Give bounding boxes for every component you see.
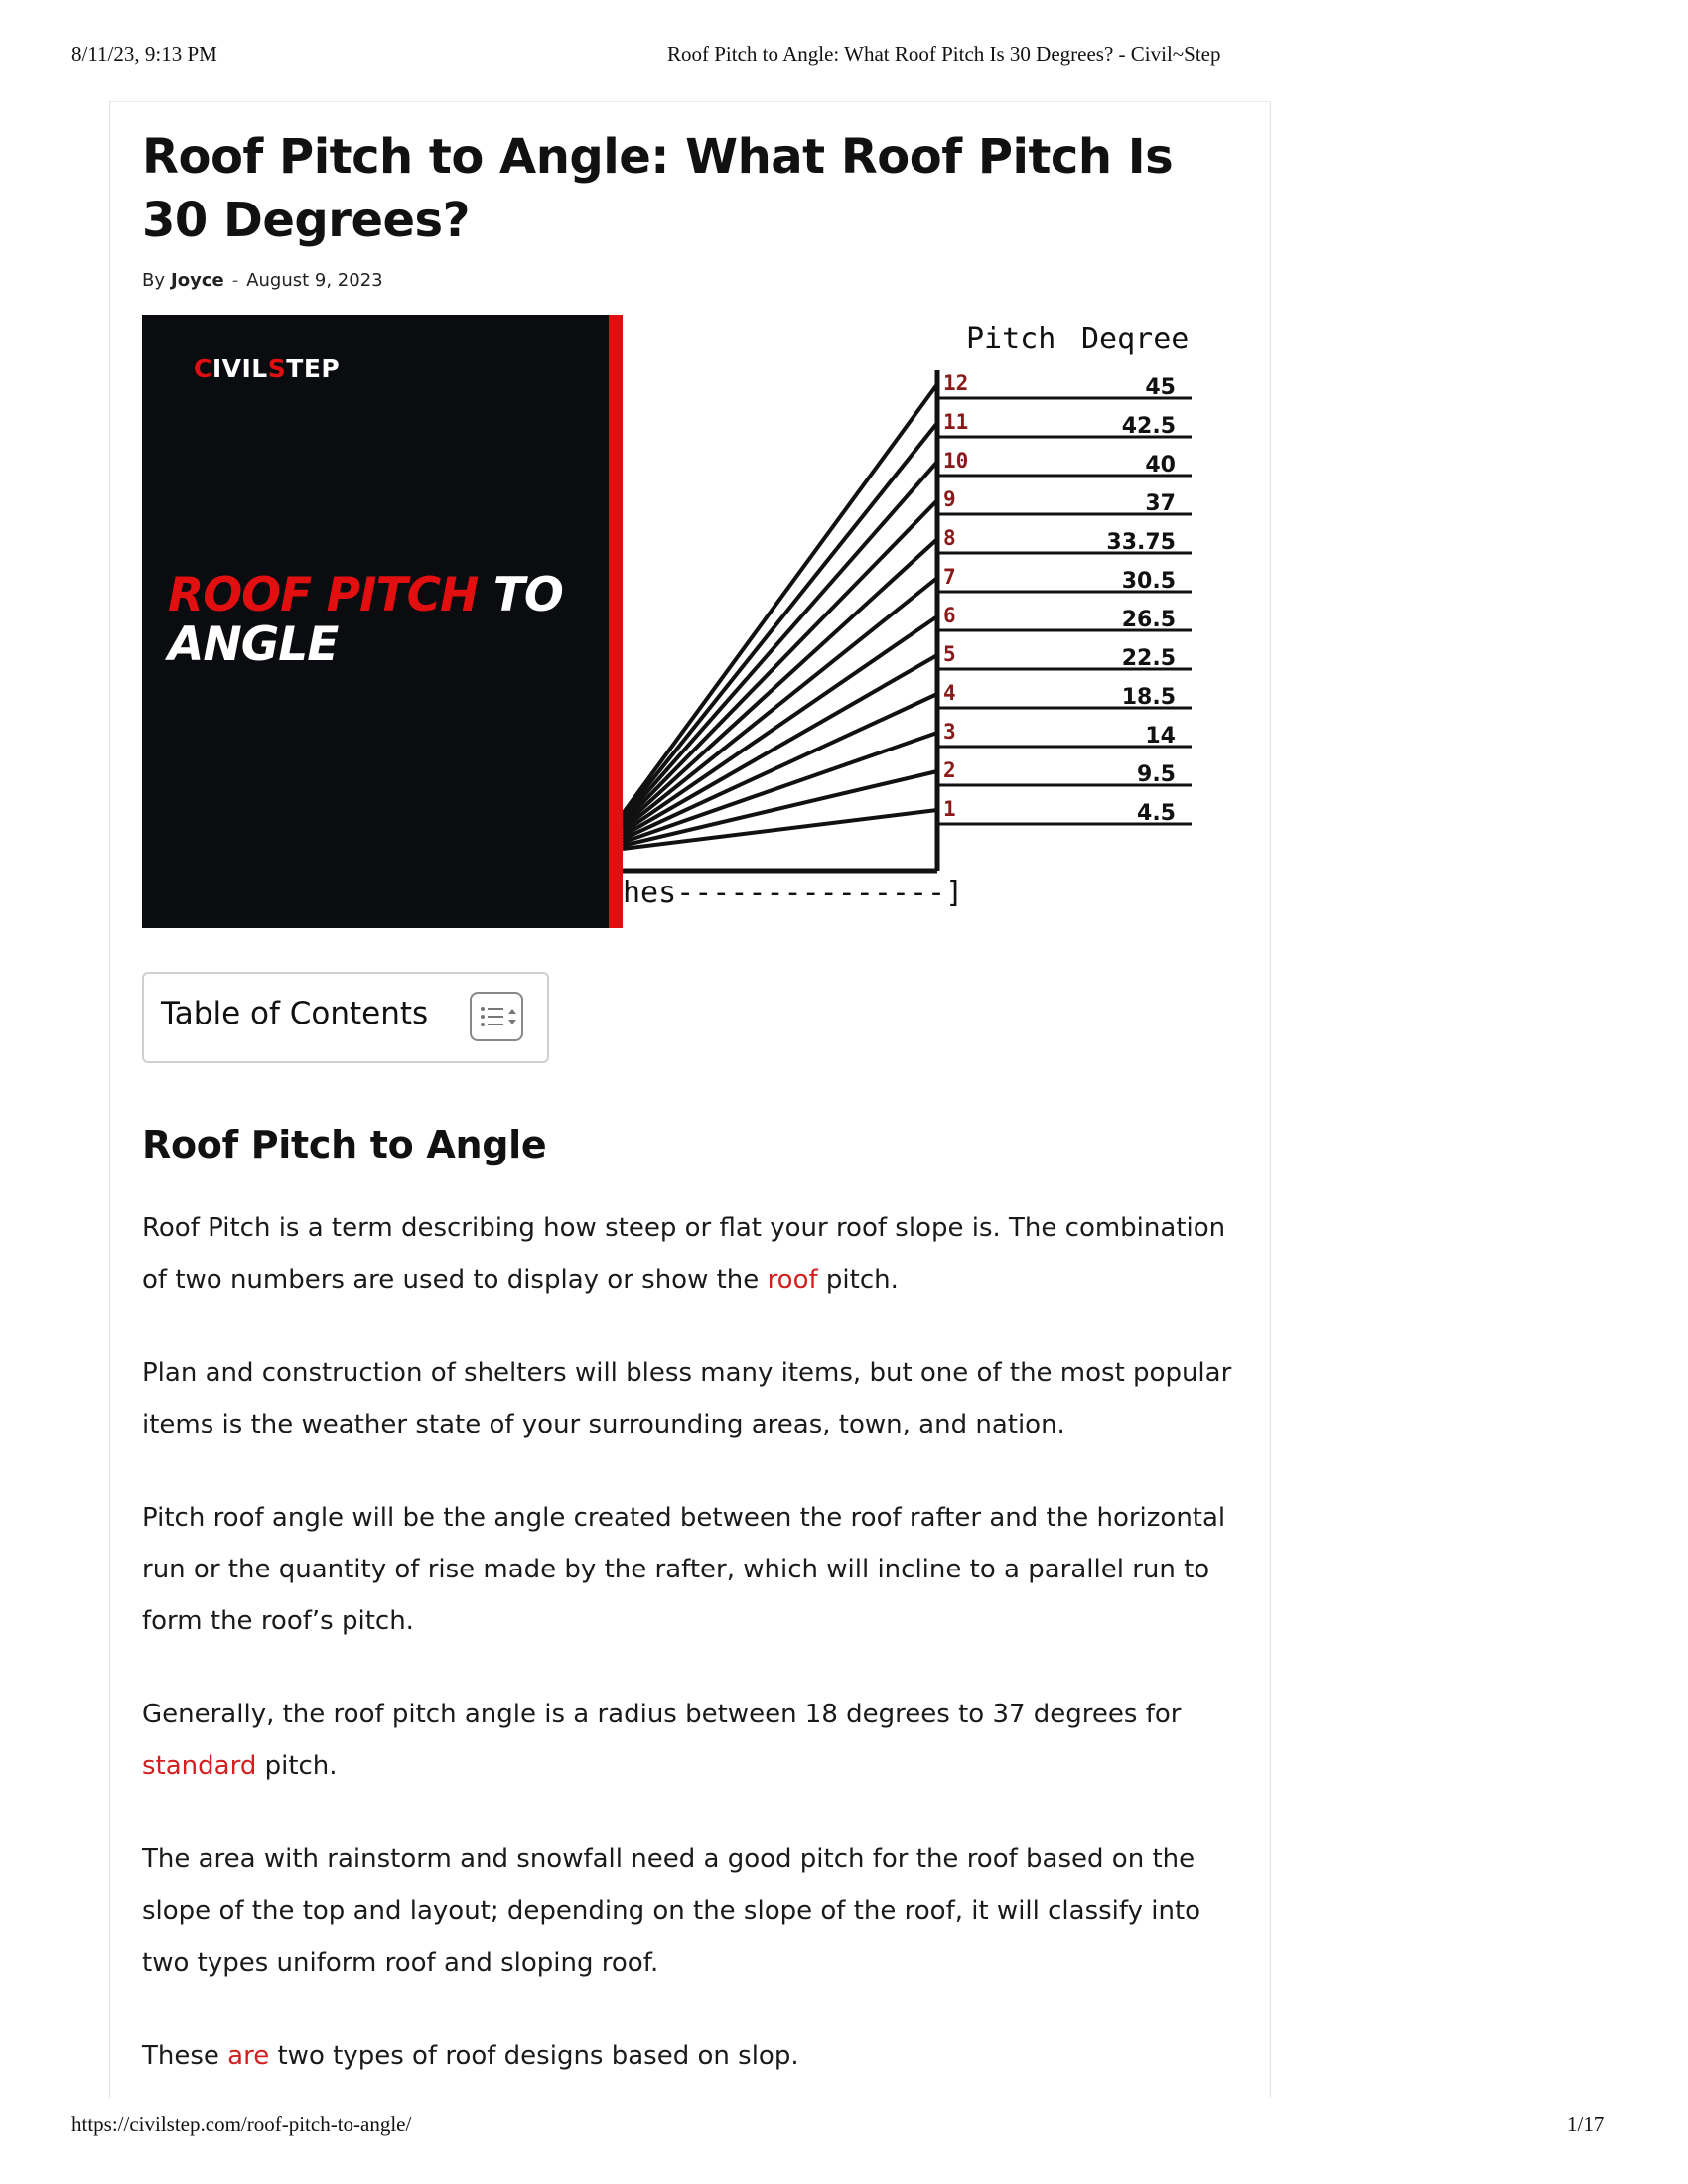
print-page-title: Roof Pitch to Angle: What Roof Pitch Is 30 Degrees? - Civil~Step — [667, 42, 1221, 66]
article-content — [142, 125, 1244, 2082]
are-link[interactable]: are — [227, 2041, 270, 2071]
degree-label: 33.75 — [1106, 530, 1176, 555]
rafter-line — [623, 423, 937, 817]
paragraph-1: Roof Pitch is a term describing how steep or flat your roof slope is. The combination of two numbers are used to display or show the roof pitch. — [142, 1213, 1226, 1295]
degree-label: 26.5 — [1121, 608, 1176, 632]
print-page-number: 1/17 — [1567, 2113, 1605, 2136]
run-label: hes---------------] — [623, 876, 964, 910]
publish-date: August 9, 2023 — [246, 270, 383, 291]
paragraph-5: The area with rainstorm and snowfall need a good pitch for the roof based on the slope of the top and layout; depending on the slope of the roof, it will classify into two types uniform roof and sloping roof. — [142, 1844, 1201, 1978]
degree-label: 9.5 — [1137, 762, 1176, 787]
author-link[interactable]: Joyce — [171, 270, 224, 291]
pitch-label: 2 — [943, 758, 956, 782]
rafter-line — [623, 578, 937, 830]
degree-label: 14 — [1145, 724, 1176, 749]
print-url: https://civilstep.com/roof-pitch-to-angle/ — [71, 2113, 412, 2136]
article-title: Roof Pitch to Angle: What Roof Pitch Is 30 Degrees? — [142, 129, 1174, 248]
pitch-label: 9 — [943, 487, 956, 511]
print-footer — [0, 2113, 1688, 2142]
featured-image — [142, 315, 1244, 928]
paragraph-2: Plan and construction of shelters will bless many items, but one of the most popular items is the weather state of your surrounding areas, town, and nation. — [142, 1358, 1232, 1439]
byline-separator: - — [231, 270, 239, 291]
hero-headline-red: ROOF PITCH — [168, 568, 479, 622]
degree-label: 30.5 — [1121, 569, 1176, 594]
pitch-label: 3 — [943, 720, 956, 744]
degree-label: 22.5 — [1121, 646, 1176, 671]
pitch-label: 11 — [943, 410, 969, 434]
print-date: 8/11/23, 9:13 PM — [71, 42, 217, 66]
brand-logo: CIVILSTEP — [194, 354, 341, 383]
degree-column-header: Deqree — [1081, 322, 1190, 356]
table-of-contents[interactable] — [142, 972, 549, 1063]
degree-label: 42.5 — [1121, 414, 1176, 439]
toc-toggle-button[interactable] — [470, 992, 523, 1041]
degree-label: 18.5 — [1121, 685, 1176, 710]
degree-label: 40 — [1145, 453, 1176, 478]
hero-headline-angle: ANGLE — [168, 617, 339, 672]
roof-link[interactable]: roof — [767, 1265, 818, 1295]
pitch-label: 5 — [943, 642, 956, 666]
paragraph-3: Pitch roof angle will be the angle created between the roof rafter and the horizontal run or the quantity of rise made by the rafter, which will incline to a parallel run to form the roof’s pitch. — [142, 1503, 1226, 1636]
pitch-column-header: Pitch — [966, 322, 1056, 356]
pitch-label: 8 — [943, 526, 956, 550]
standard-link[interactable]: standard — [142, 1751, 257, 1781]
hero-red-stripe — [609, 315, 623, 928]
byline — [142, 270, 1244, 291]
print-header — [0, 40, 1688, 69]
pitch-label: 6 — [943, 604, 956, 627]
paragraph-6: These are two types of roof designs based on slop. — [142, 2041, 799, 2071]
pitch-label: 10 — [943, 449, 969, 473]
hero-headline — [168, 568, 563, 672]
degree-label: 45 — [1145, 375, 1176, 400]
hero-headline-to: TO — [492, 568, 563, 622]
section-heading: Roof Pitch to Angle — [142, 1123, 547, 1166]
paragraph-4: Generally, the roof pitch angle is a radius between 18 degrees to 37 degrees for standard pitch. — [142, 1700, 1182, 1781]
byline-by: By — [142, 270, 166, 291]
pitch-degree-diagram — [623, 315, 1244, 928]
degree-label: 4.5 — [1137, 801, 1176, 826]
degree-label: 37 — [1145, 491, 1176, 516]
pitch-label: 7 — [943, 565, 956, 589]
rafter-line — [623, 500, 937, 823]
toc-title: Table of Contents — [161, 996, 429, 1031]
list-toggle-icon — [472, 994, 521, 1039]
pitch-label: 1 — [943, 797, 956, 821]
pitch-label: 12 — [943, 371, 969, 395]
rafter-line — [623, 616, 937, 833]
pitch-label: 4 — [943, 681, 956, 705]
